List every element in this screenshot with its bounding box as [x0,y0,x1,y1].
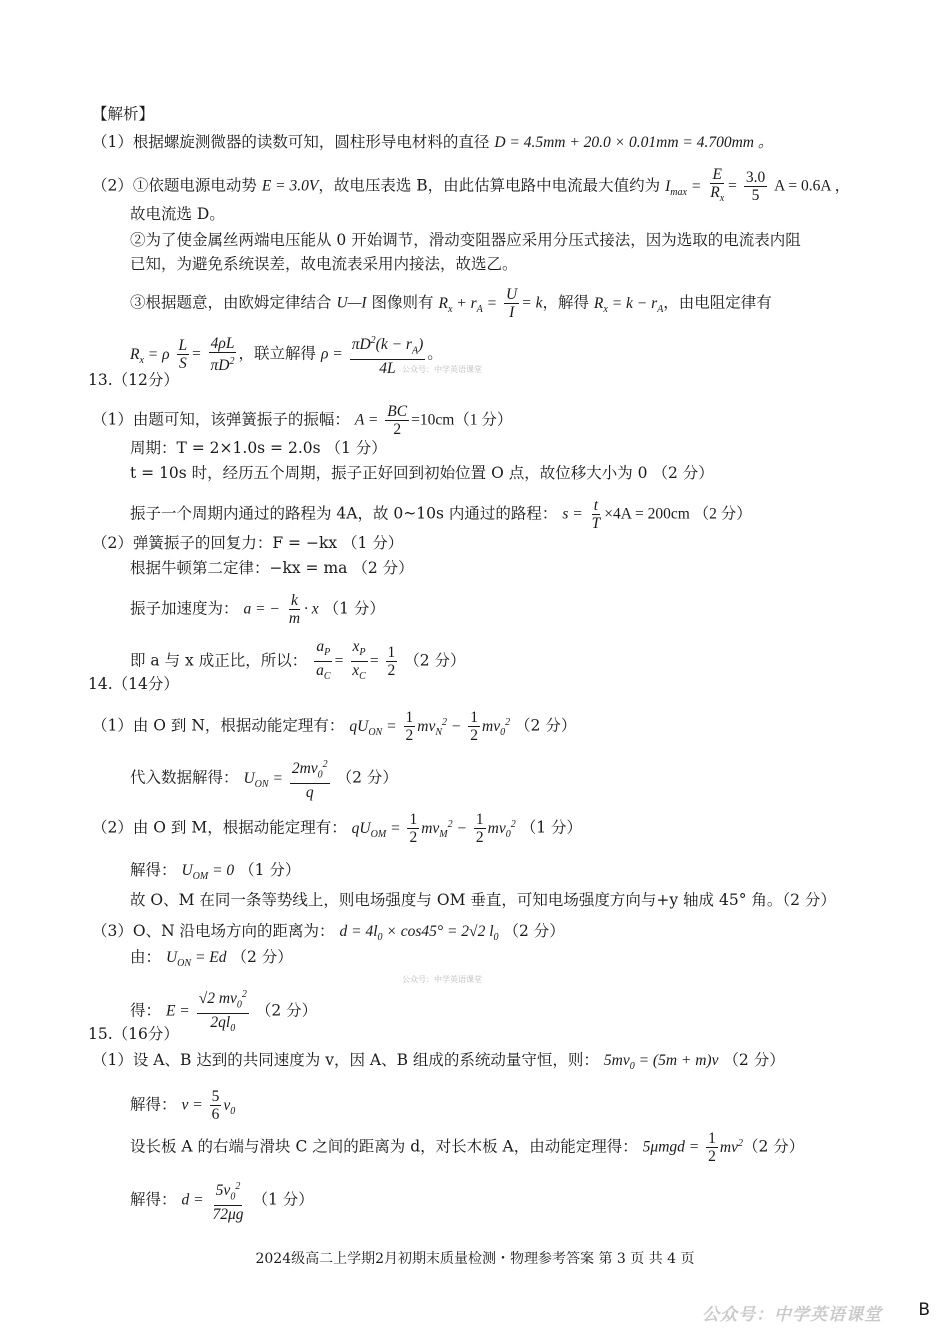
q13-a2: 周期：T = 2×1.0s = 2.0s （1 分） [130,439,387,457]
q12-line4: ②为了使金属丝两端电压能从 0 开始调节，滑动变阻器应采用分压式接法，因为选取的电流表内阻 [130,231,801,249]
watermark-small: 公众号：中学英语课堂 [402,365,482,374]
q13-b3: 振子加速度为： a = − $\frac{k}{m}$ · x （1 分） [130,592,385,627]
q14-head: 14.（14分） [88,675,179,693]
q13-b4: 即 a 与 x 成正比，所以： $\frac{a_P}{a_C}$ = $\frac{x_P}{x_C}$ = $\frac{1}{2}$ （2 分） [130,638,466,683]
q13-a3: t = 10s 时，经历五个周期，振子正好回到初始位置 O 点，故位移大小为 0 （2 分） [130,464,714,482]
q14-c2: 由： $U_{ON} = Ed$ （2 分） [130,948,293,970]
q13-b2: 根据牛顿第二定律：−kx = ma （2 分） [130,559,414,577]
q14-a1: （1）由 O 到 N，根据动能定理有： $qU_{ON}$ = $\frac{1}{2}$ $mv_N^2$ − $\frac{1}{2}$ $mv_0^2$ （2 分） [92,709,577,744]
watermark-large: 公众号：中学英语课堂 [702,1305,882,1325]
q15-head: 15.（16分） [88,1025,179,1043]
q13-a1: （1）由题可知，该弹簧振子的振幅： A = $\frac{BC}{2}$ =10cm（1 分） [92,403,513,438]
q13-head: 13.（12分） [88,371,179,389]
q13-a4: 振子一个周期内通过的路程为 4A，故 0~10s 内通过的路程： s = $\frac{t}{T}$ ×4A = 200cm （2 分） [130,497,752,532]
q12-part2-line1: （2）①依题电源电动势 E = 3.0V，故电压表选 B，由此估算电路中电流最大值约为 $I_{max}$ = $\frac{E}{R_x}$ = $\frac{3.0}{5}$ A = 0.6A ， [92,166,851,205]
q14-c1: （3）O、N 沿电场方向的距离为： $d = 4l_0 \times \cos 45^\circ = 2√2$ $l_0$ （2 分） [92,922,565,944]
q15-a3: 设长板 A 的右端与滑块 C 之间的距离为 d，对长木板 A，由动能定理得： 5μmgd = $\frac{1}{2}$ $mv^2(2$ 分） [130,1130,805,1165]
corner-letter: B [918,1300,930,1320]
q15-a1: （1）设 A、B 达到的共同速度为 v，因 A、B 组成的系统动量守恒，则： $5mv_0 = (5m + m)v$ （2 分） [92,1051,785,1073]
q14-a2: 代入数据解得： $U_{ON}$ = $\frac{2mv_0^2}{q}$ （2 分） [130,756,398,801]
q13-b1: （2）弹簧振子的回复力：F = −kx （1 分） [92,534,404,552]
q14-b1: （2）由 O 到 M，根据动能定理有： $qU_{OM}$ = $\frac{1}{2}$ $mv_M^2$ − $\frac{1}{2}$ $mv_0^2$ （1 分） [92,811,582,846]
q12-line6: ③根据题意，由欧姆定律结合 U—I 图像则有 $R_x + r_A$ = $\frac{U}{I}$ = k，解得 $R_x = k - r_A$，由电阻定律有 [130,286,772,321]
q15-a4: 解得： d = $\frac{5v_0^2}{72\mu g}$ （1 分） [130,1178,314,1223]
section-title: 【解析】 [92,105,155,123]
watermark-small-2: 公众号：中学英语课堂 [402,975,482,984]
q15-a2: 解得： v = $\frac{5}{6}$ $v_0$ [130,1088,236,1123]
q14-b2: 解得： $U_{OM} = 0$ （1 分） [130,861,301,883]
q12-part1: （1）根据螺旋测微器的读数可知，圆柱形导电材料的直径 D = 4.5mm + 20.0 × 0.01mm = 4.700mm 。 [92,133,774,151]
q14-c3: 得： E = $\frac{√2 mv_0^2}{2ql_0}$ （2 分） [130,986,317,1037]
q14-b3: 故 O、M 在同一条等势线上，则电场强度与 OM 垂直，可知电场强度方向与+y 轴成 45° 角。（2 分） [130,891,836,909]
q12-line7: $R_x = \rho$ $\frac{L}{S}$ = $\frac{4\rho L}{\pi D^2}$ ，联立解得 ρ = $\frac{\pi D^2(k - r_A)}{4L}$ 。 [130,332,443,377]
page-footer: 2024级高二上学期2月初期末质量检测・物理参考答案 第 3 页 共 4 页 [255,1251,695,1267]
q12-line3: 故电流选 D。 [130,205,225,223]
q12-line5: 已知，为避免系统误差，故电流表采用内接法，故选乙。 [130,255,518,273]
